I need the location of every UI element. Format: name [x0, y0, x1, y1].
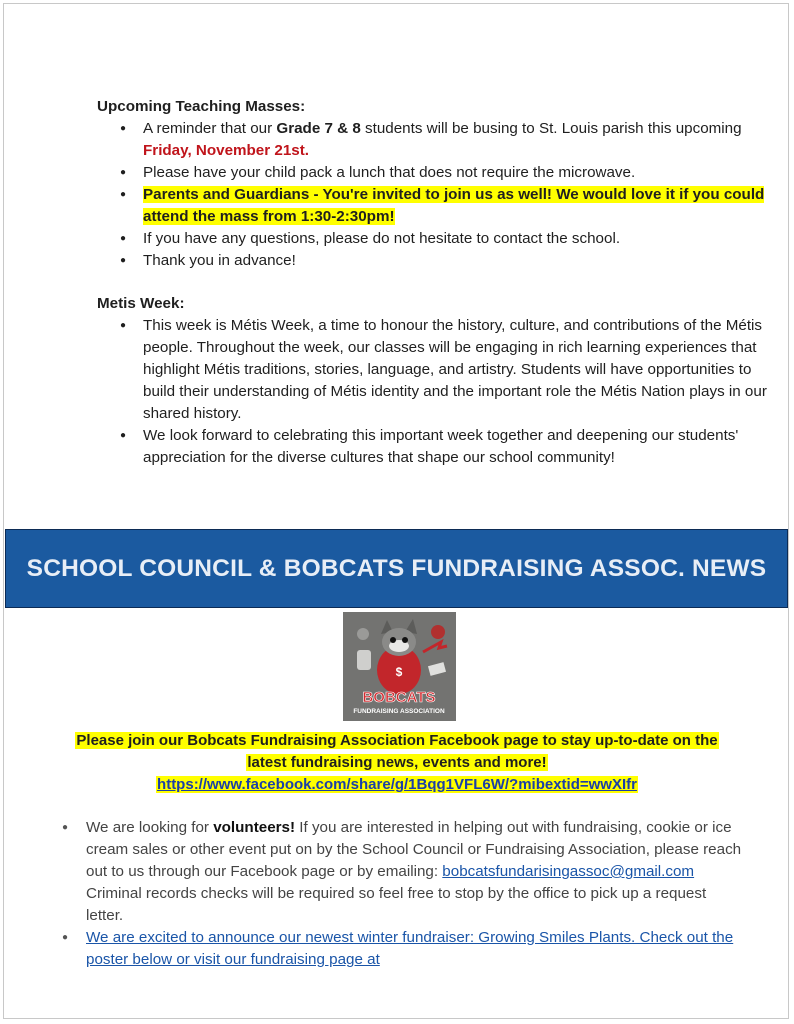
- facebook-promo: [40, 730, 754, 796]
- list-item: [62, 927, 742, 971]
- metis-list: [123, 315, 777, 469]
- bobcats-logo: [343, 612, 456, 721]
- list-item: ● This week is Métis Week, a time to honour the history, culture, and contributions of the Métis people. Throughout the week, our classes will be engaging in rich learning experiences that highlight Métis traditions, stories, language, and artistry. Students will have opportunities to build their understanding of Métis identity and the important role the Métis Nation plays in our shared history.: [123, 315, 777, 425]
- mass-date: Friday, November 21st.: [143, 142, 310, 159]
- text: A reminder that our: [143, 120, 277, 137]
- logo-subtitle: FUNDRAISING ASSOCIATION: [353, 708, 445, 715]
- metis-section: [97, 293, 777, 469]
- list-item: ● Please have your child pack a lunch that does not require the microwave.: [123, 162, 777, 184]
- list-item: ● Thank you in advance!: [123, 250, 777, 272]
- text: students will be busing to St. Louis parish this upcoming: [360, 120, 742, 137]
- grade-text: Grade 7 & 8: [276, 120, 361, 137]
- bobcat-mascot-icon: [343, 612, 456, 721]
- text: Criminal records checks will be required so feel free to stop by the office to pick up a request letter.: [86, 885, 707, 924]
- svg-text:$: $: [395, 665, 403, 679]
- masses-heading: Upcoming Teaching Masses:: [97, 98, 306, 115]
- promo-line-1: Please join our Bobcats Fundraising Association Facebook page to stay up-to-date on the: [76, 732, 718, 749]
- volunteer-list: [62, 817, 742, 971]
- news-banner: [5, 529, 788, 608]
- highlighted-invite: Parents and Guardians - You're invited to join us as well! We would love it if you could attend the mass from 1:30-2:30pm!: [143, 186, 765, 225]
- text: If you are interested in helping out with fundraising, cookie or ice cream sales or other event put on by the School Council or Fundraising Association, please reach out to us through our Facebook page or by emailing:: [86, 819, 742, 880]
- facebook-link[interactable]: https://www.facebook.com/share/g/1Bqg1VFL6W/?mibextid=wwXIfr: [157, 776, 637, 793]
- list-item: [62, 817, 742, 927]
- list-item: ● We look forward to celebrating this important week together and deepening our students' appreciation for the diverse cultures that shape our school community!: [123, 425, 777, 469]
- masses-list: [123, 118, 777, 272]
- logo-wordmark: BOBCATS: [362, 689, 436, 706]
- fundraiser-link[interactable]: We are excited to announce our newest winter fundraiser: Growing Smiles Plants. Check out the poster below or visit our fundraising page at: [86, 929, 734, 968]
- text: We are looking for: [86, 819, 214, 836]
- promo-line-2: latest fundraising news, events and more!: [247, 754, 547, 771]
- list-item: ● If you have any questions, please do not hesitate to contact the school.: [123, 228, 777, 250]
- email-link[interactable]: bobcatsfundarisingassoc@gmail.com: [442, 863, 695, 880]
- list-item: [123, 118, 777, 162]
- volunteer-section: [62, 817, 742, 971]
- banner-title: SCHOOL COUNCIL & BOBCATS FUNDRAISING ASSOC. NEWS: [26, 554, 767, 582]
- metis-heading: Metis Week:: [97, 295, 185, 312]
- masses-section: [97, 96, 777, 272]
- list-item: [123, 184, 777, 228]
- volunteers-bold: volunteers!: [213, 819, 296, 836]
